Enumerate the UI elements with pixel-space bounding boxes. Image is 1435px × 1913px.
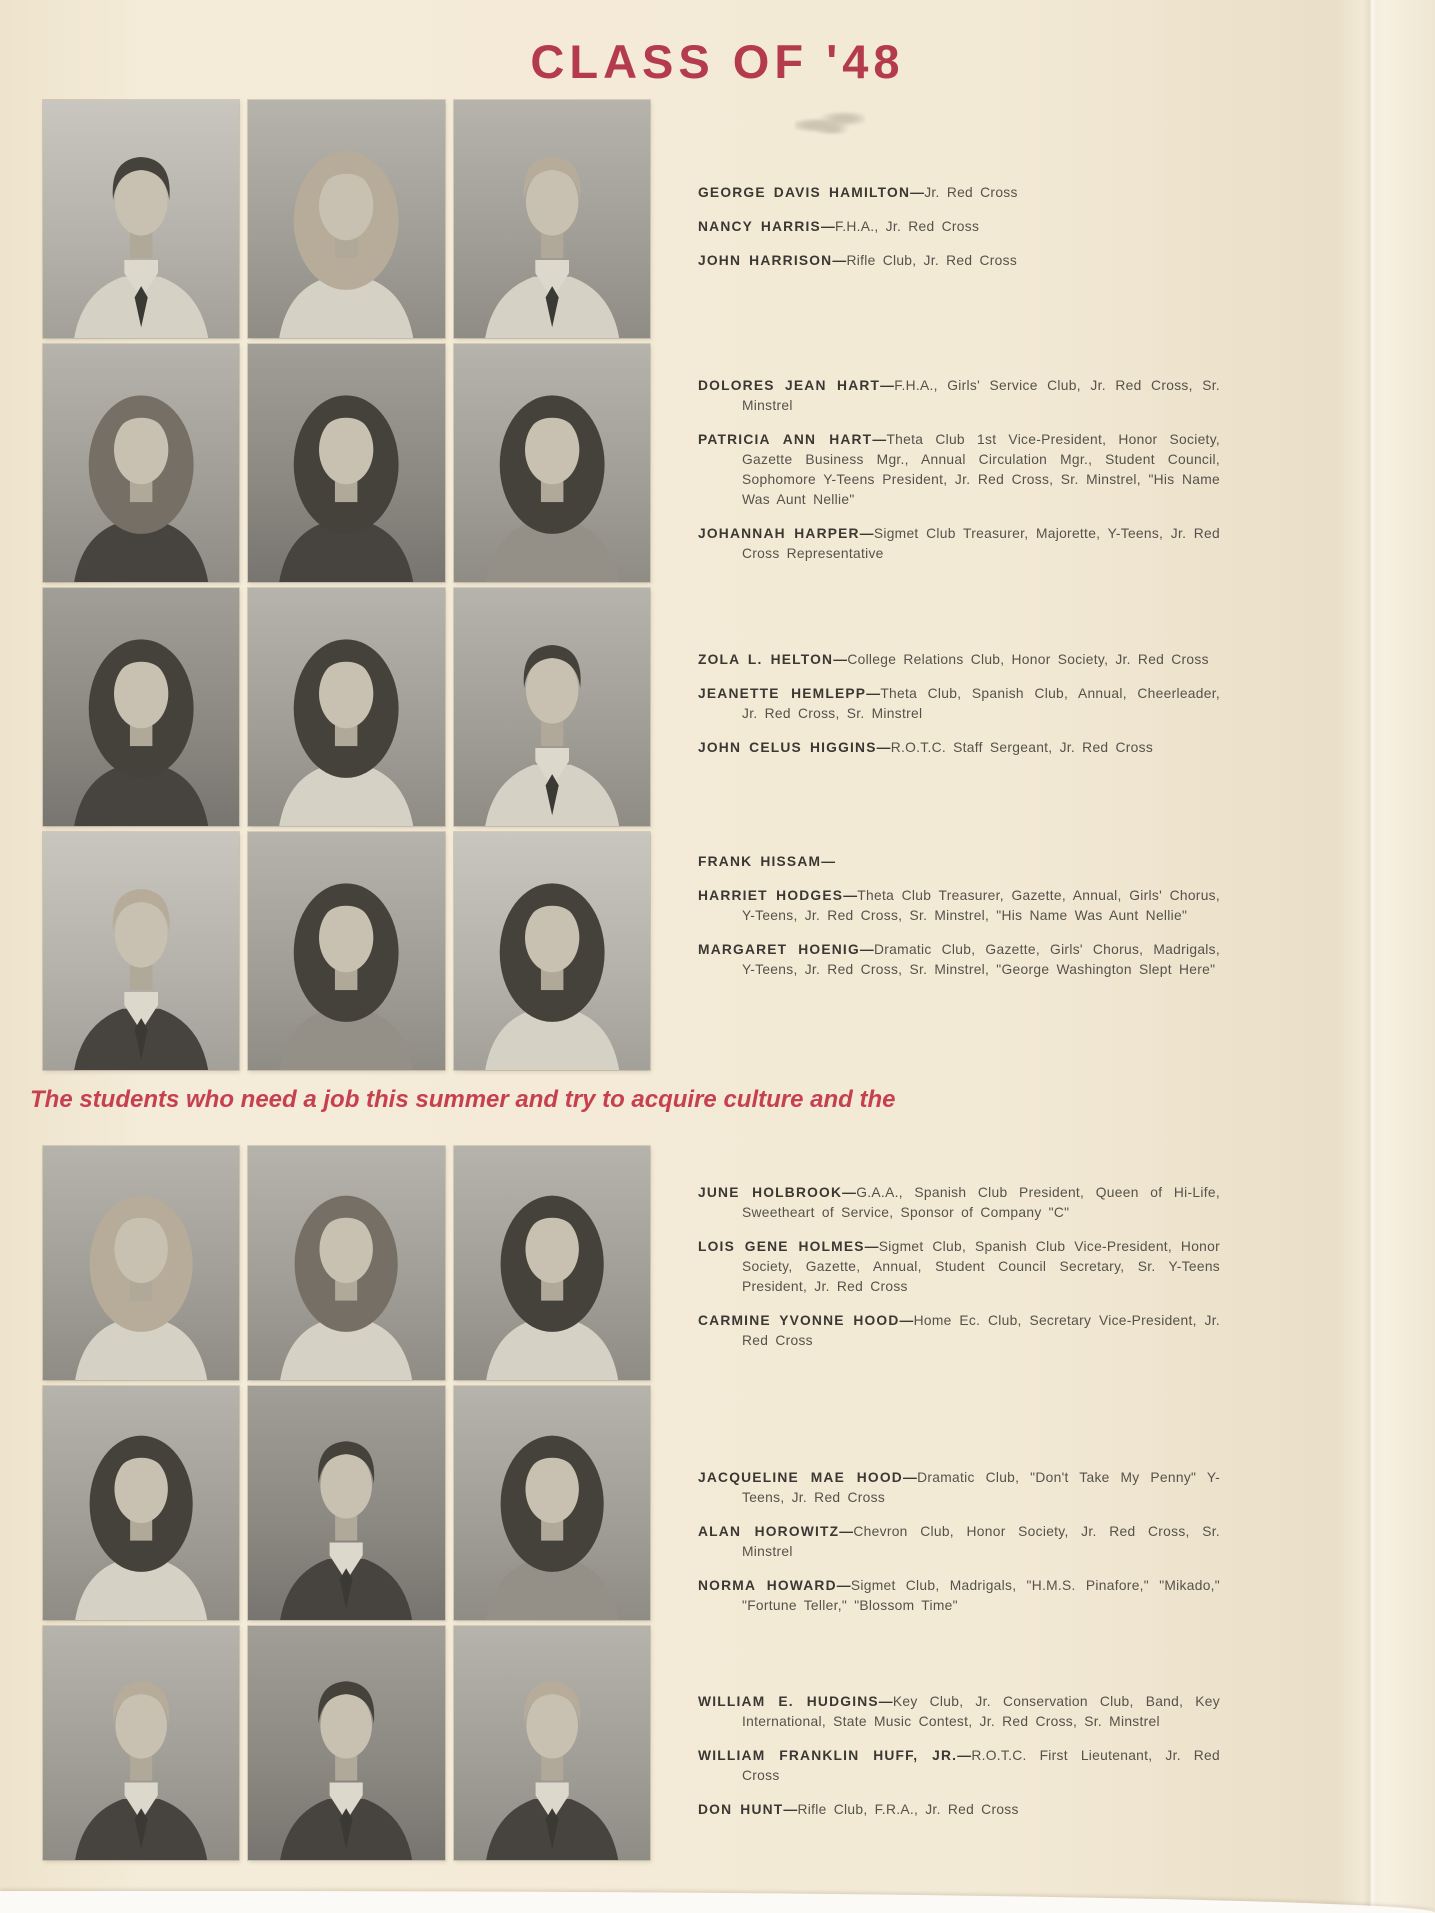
entry-separator: — (878, 1694, 893, 1709)
student-portrait (454, 344, 650, 582)
student-portrait (43, 832, 239, 1070)
portrait-silhouette-icon (248, 1397, 444, 1620)
student-portrait (454, 588, 650, 826)
entry-block (698, 1692, 1220, 1834)
student-entry (698, 1800, 1220, 1820)
student-portrait (454, 1386, 650, 1620)
student-activities: F.H.A., Girls' Service Club, Jr. Red Cross, Sr. Minstrel (742, 378, 1220, 413)
student-activities: Sigmet Club, Spanish Club Vice-President, Honor Society, Gazette, Annual, Student Council Secretary, Sr. Y-Teens President, Jr. Red Cross (742, 1239, 1221, 1294)
student-name: GEORGE DAVIS HAMILTON (698, 185, 911, 200)
student-portrait (248, 344, 444, 582)
student-activities: Theta Club Treasurer, Gazette, Annual, Girls' Chorus, Y-Teens, Jr. Red Cross, Sr. Minstrel, "His Name Was Aunt Nellie" (742, 888, 1221, 923)
student-entry (698, 1237, 1220, 1297)
entry-separator: — (876, 740, 891, 755)
student-entry (698, 852, 1220, 872)
student-activities: F.H.A., Jr. Red Cross (835, 219, 980, 234)
student-entry (698, 524, 1220, 564)
entry-separator: — (864, 1239, 879, 1254)
student-name: JOHANNAH HARPER (698, 526, 860, 541)
entry-separator: — (899, 1313, 914, 1328)
student-name: NORMA HOWARD (698, 1578, 837, 1593)
entry-separator: — (783, 1802, 798, 1817)
student-activities: Jr. Red Cross (924, 185, 1018, 200)
portrait-silhouette-icon (248, 356, 444, 582)
student-portrait (454, 1626, 650, 1860)
student-name: HARRIET HODGES (698, 888, 844, 903)
portrait-silhouette-icon (248, 1637, 444, 1860)
portrait-silhouette-icon (454, 112, 650, 338)
portrait-silhouette-icon (43, 112, 239, 338)
student-portrait (248, 1386, 444, 1620)
student-portrait (248, 832, 444, 1070)
student-portrait (43, 100, 239, 338)
student-activities: Chevron Club, Honor Society, Jr. Red Cross, Sr. Minstrel (742, 1524, 1220, 1559)
student-activities: Key Club, Jr. Conservation Club, Band, Key International, State Music Contest, Jr. Red Cross, Sr. Minstrel (742, 1694, 1220, 1729)
student-name: DON HUNT (698, 1802, 784, 1817)
student-entry (698, 940, 1220, 980)
student-activities: Rifle Club, F.R.A., Jr. Red Cross (797, 1802, 1019, 1817)
student-portrait (43, 1386, 239, 1620)
student-portrait (43, 344, 239, 582)
student-portrait (454, 100, 650, 338)
student-activities: Theta Club, Spanish Club, Annual, Cheerleader, Jr. Red Cross, Sr. Minstrel (742, 686, 1220, 721)
entry-block (698, 852, 1220, 994)
entry-separator: — (836, 1578, 851, 1593)
student-entry (698, 376, 1220, 416)
student-name: DOLORES JEAN HART (698, 378, 881, 393)
student-entry (698, 1522, 1220, 1562)
student-name: JEANETTE HEMLEPP (698, 686, 867, 701)
page-fold-crease (1363, 0, 1377, 1913)
student-name: CARMINE YVONNE HOOD (698, 1313, 900, 1328)
entry-separator: — (820, 219, 836, 234)
student-activities: G.A.A., Spanish Club President, Queen of Hi-Life, Sweetheart of Service, Sponsor of Company "C" (742, 1185, 1221, 1220)
student-entry (698, 217, 1220, 237)
entry-separator: — (957, 1748, 972, 1763)
student-portrait (248, 100, 444, 338)
student-portrait (248, 1146, 444, 1380)
entry-block (698, 1183, 1220, 1365)
student-portrait (454, 1146, 650, 1380)
entry-block (698, 183, 1220, 285)
entry-separator: — (859, 942, 875, 957)
page-bottom-edge (0, 1891, 1435, 1913)
portrait-silhouette-icon (43, 1637, 239, 1860)
student-activities: Theta Club 1st Vice-President, Honor Society, Gazette Business Mgr., Annual Circulation Mgr., Student Council, Sophomore Y-Teens President, Jr. Red Cross, Sr. Minstrel, "His Name Was Aunt Nellie" (742, 432, 1220, 507)
student-activities: Dramatic Club, Gazette, Girls' Chorus, Madrigals, Y-Teens, Jr. Red Cross, Sr. Minstrel, "George Washington Slept Here" (742, 942, 1220, 977)
student-activities: College Relations Club, Honor Society, Jr. Red Cross (847, 652, 1209, 667)
student-activities: Dramatic Club, "Don't Take My Penny" Y-Teens, Jr. Red Cross (742, 1470, 1220, 1505)
student-name: LOIS GENE HOLMES (698, 1239, 865, 1254)
student-portrait (43, 1146, 239, 1380)
entry-separator: — (859, 526, 874, 541)
student-portrait (43, 588, 239, 826)
entry-separator: — (843, 888, 858, 903)
entry-block (698, 650, 1220, 772)
portrait-silhouette-icon (454, 356, 650, 582)
student-portrait (454, 832, 650, 1070)
student-activities: R.O.T.C. Staff Sergeant, Jr. Red Cross (890, 740, 1154, 755)
student-activities: Sigmet Club Treasurer, Majorette, Y-Teens, Jr. Red Cross Representative (742, 526, 1221, 561)
student-name: NANCY HARRIS (698, 219, 821, 234)
student-name: JOHN HARRISON (698, 253, 833, 268)
portrait-silhouette-icon (43, 356, 239, 582)
student-name: JUNE HOLBROOK (698, 1185, 843, 1200)
student-name: WILLIAM E. HUDGINS (698, 1694, 879, 1709)
student-entry (698, 1183, 1220, 1223)
student-name: PATRICIA ANN HART (698, 432, 873, 447)
student-name: JACQUELINE MAE HOOD (698, 1470, 903, 1485)
portrait-silhouette-icon (454, 1397, 650, 1620)
entry-separator: — (866, 686, 881, 701)
student-entry (698, 1311, 1220, 1351)
student-activities: Sigmet Club, Madrigals, "H.M.S. Pinafore," "Mikado," "Fortune Teller," "Blossom Time" (742, 1578, 1220, 1613)
entry-separator: — (839, 1524, 854, 1539)
entry-block (698, 376, 1220, 578)
student-activities: R.O.T.C. First Lieutenant, Jr. Red Cross (742, 1748, 1220, 1783)
student-portrait (248, 588, 444, 826)
entry-separator: — (872, 432, 887, 447)
student-entry (698, 1576, 1220, 1616)
portrait-silhouette-icon (454, 1157, 650, 1380)
student-name: WILLIAM FRANKLIN HUFF, JR. (698, 1748, 958, 1763)
portrait-silhouette-icon (43, 600, 239, 826)
student-entry (698, 684, 1220, 724)
student-entry (698, 183, 1220, 203)
student-name: JOHN CELUS HIGGINS (698, 740, 877, 755)
student-name: FRANK HISSAM (698, 854, 822, 869)
entry-separator: — (821, 854, 836, 869)
student-entry (698, 738, 1220, 758)
ink-smudge (795, 112, 865, 134)
student-activities: Rifle Club, Jr. Red Cross (846, 253, 1018, 268)
student-activities: Home Ec. Club, Secretary Vice-President, Jr. Red Cross (742, 1313, 1220, 1348)
portrait-silhouette-icon (43, 1397, 239, 1620)
portrait-silhouette-icon (43, 1157, 239, 1380)
student-entry (698, 1692, 1220, 1732)
page-title: CLASS OF '48 (530, 35, 905, 88)
student-entry (698, 430, 1220, 510)
student-portrait (248, 1626, 444, 1860)
entry-block (698, 1468, 1220, 1630)
entry-separator: — (833, 652, 848, 667)
student-entry (698, 251, 1220, 271)
portrait-silhouette-icon (454, 1637, 650, 1860)
red-caption-line: The students who need a job this summer and try to acquire culture and the (30, 1086, 896, 1113)
portrait-silhouette-icon (43, 844, 239, 1070)
student-entry (698, 1468, 1220, 1508)
entry-separator: — (842, 1185, 857, 1200)
student-name: MARGARET HOENIG (698, 942, 860, 957)
student-entry (698, 886, 1220, 926)
student-name: ZOLA L. HELTON (698, 652, 834, 667)
portrait-silhouette-icon (248, 112, 444, 338)
student-portrait (43, 1626, 239, 1860)
student-entry (698, 650, 1220, 670)
student-name: ALAN HOROWITZ (698, 1524, 840, 1539)
photo-grid-lower (43, 1146, 650, 1860)
portrait-silhouette-icon (248, 600, 444, 826)
entry-separator: — (910, 185, 925, 200)
entry-separator: — (902, 1470, 918, 1485)
portrait-silhouette-icon (454, 844, 650, 1070)
student-entry (698, 1746, 1220, 1786)
portrait-silhouette-icon (248, 1157, 444, 1380)
entry-separator: — (832, 253, 847, 268)
portrait-silhouette-icon (248, 844, 444, 1070)
entry-separator: — (880, 378, 895, 393)
photo-grid-upper (43, 100, 650, 1070)
portrait-silhouette-icon (454, 600, 650, 826)
